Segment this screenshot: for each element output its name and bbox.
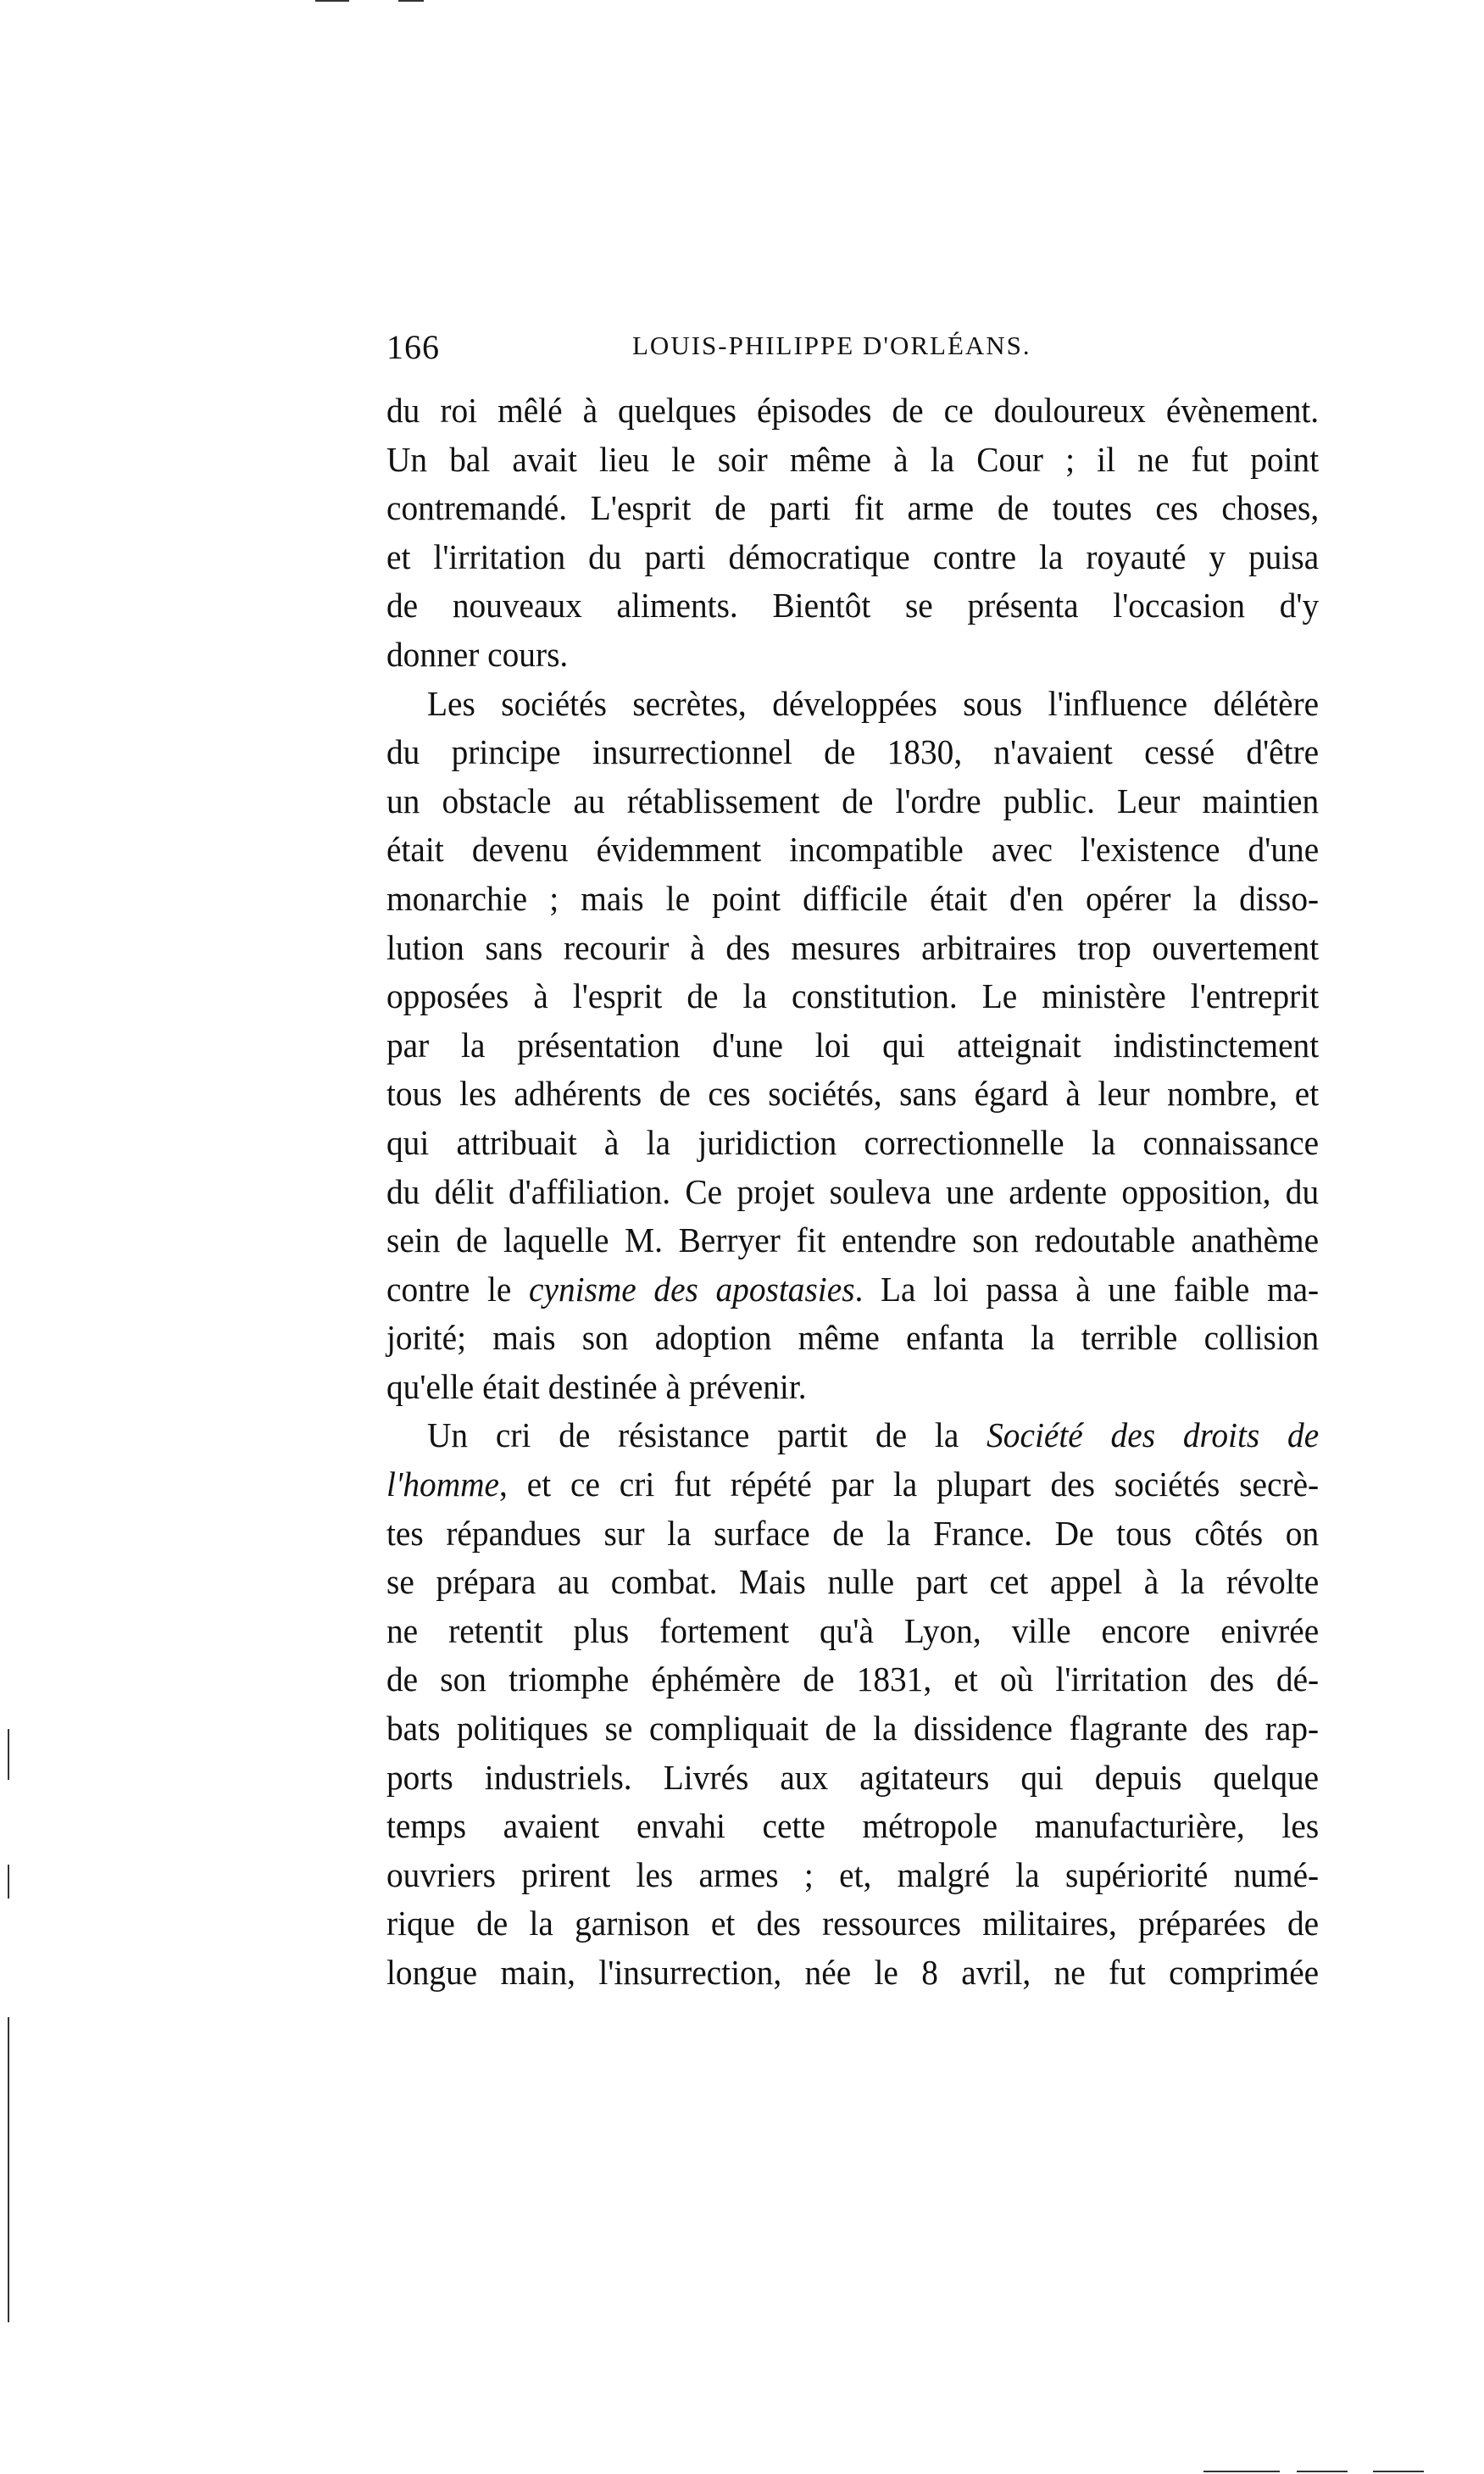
text-line: [386, 680, 1319, 729]
scan-edge-mark: [1297, 2471, 1348, 2472]
page-number: 166: [386, 328, 440, 366]
text-line: [386, 1265, 1319, 1315]
text-line: [386, 1460, 1319, 1509]
scan-edge-mark: [1203, 2471, 1280, 2472]
scan-edge-mark: [315, 0, 349, 2]
text-line: [386, 533, 1319, 582]
text-segment: de nouveaux aliments. Bientôt se présenta l'occasion d'y: [386, 586, 1320, 625]
text-segment: . La loi passa à une faible ma-: [854, 1269, 1320, 1309]
text-line: [386, 1021, 1319, 1070]
text-line: [386, 1411, 1319, 1460]
text-line: [386, 1851, 1319, 1900]
text-segment: contremandé. L'esprit de parti fit arme de toutes ces choses,: [386, 488, 1320, 528]
text-segment: sein de laquelle M. Berryer fit entendre son redoutable anathème: [386, 1220, 1320, 1260]
text-line: [386, 386, 1319, 436]
text-line: [386, 826, 1319, 875]
text-line: [386, 1949, 1319, 1998]
text-line: [386, 1509, 1319, 1559]
text-segment: se prépara au combat. Mais nulle part cet appel à la révolte: [386, 1562, 1320, 1602]
text-segment: temps avaient envahi cette métropole manufacturière, les: [386, 1806, 1320, 1846]
scan-edge-mark: [8, 2017, 9, 2322]
text-line: [386, 1070, 1319, 1119]
text-segment: monarchie ; mais le point difficile était d'en opérer la disso-: [386, 878, 1320, 918]
text-segment: opposées à l'esprit de la constitution. Le ministère l'entreprit: [386, 976, 1320, 1016]
body-text: [386, 386, 1319, 1998]
text-segment: rique de la garnison et des ressources militaires, préparées de: [386, 1904, 1320, 1943]
text-line: [386, 924, 1319, 973]
text-segment: tous les adhérents de ces sociétés, sans égard à leur nombre, et: [386, 1074, 1320, 1114]
text-line: [386, 436, 1319, 485]
text-line: [386, 1899, 1319, 1949]
page-header: [386, 327, 1319, 375]
text-line: [386, 1655, 1319, 1704]
scan-edge-mark: [398, 0, 424, 2]
text-line: [386, 1363, 1319, 1412]
text-line: [386, 1314, 1319, 1363]
text-segment: Un bal avait lieu le soir même à la Cour ; il ne fut point: [386, 439, 1320, 479]
text-segment: Un cri de résistance partit de la: [427, 1415, 987, 1455]
text-line: [386, 484, 1319, 533]
text-segment: et l'irritation du parti démocratique contre la royauté y puisa: [386, 536, 1320, 576]
text-segment: un obstacle au rétablissement de l'ordre public. Leur maintien: [386, 781, 1320, 820]
text-segment: du délit d'affiliation. Ce projet souleva une ardente opposition, du: [386, 1171, 1320, 1211]
italic-text: l'homme: [386, 1465, 500, 1504]
text-line: [386, 1119, 1319, 1168]
text-segment: longue main, l'insurrection, née le 8 avril, ne fut comprimée: [386, 1953, 1320, 1992]
scan-edge-mark: [8, 1729, 9, 1780]
text-segment: qui attribuait à la juridiction correctionnelle la connaissance: [386, 1122, 1320, 1162]
italic-text: Société des droits de: [987, 1415, 1320, 1455]
text-segment: ouvriers prirent les armes ; et, malgré la supériorité numé-: [386, 1854, 1320, 1894]
text-line: [386, 777, 1319, 826]
scan-edge-mark: [8, 1865, 9, 1899]
text-segment: tes répandues sur la surface de la France. De tous côtés on: [386, 1513, 1320, 1553]
text-line: [386, 581, 1319, 631]
text-segment: bats politiques se compliquait de la dissidence flagrante des rap-: [386, 1709, 1320, 1748]
running-title: LOUIS-PHILIPPE D'ORLÉANS.: [632, 331, 1031, 360]
text-segment: ports industriels. Livrés aux agitateurs qui depuis quelque: [386, 1757, 1320, 1797]
text-line: [386, 1558, 1319, 1607]
text-line: [386, 1607, 1319, 1656]
text-segment: était devenu évidemment incompatible avec l'existence d'une: [386, 830, 1320, 870]
text-segment: jorité; mais son adoption même enfanta la terrible collision: [386, 1318, 1320, 1358]
text-segment: Les sociétés secrètes, développées sous l'influence délétère: [427, 683, 1320, 723]
text-segment: ne retentit plus fortement qu'à Lyon, ville encore enivrée: [386, 1610, 1320, 1650]
text-segment: lution sans recourir à des mesures arbitraires trop ouvertement: [386, 927, 1320, 967]
text-segment: de son triomphe éphémère de 1831, et où l'irritation des dé-: [386, 1660, 1320, 1699]
text-line: [386, 631, 1319, 680]
text-segment: qu'elle était destinée à prévenir.: [386, 1366, 807, 1406]
text-line: [386, 875, 1319, 924]
text-line: [386, 1704, 1319, 1754]
text-line: [386, 1754, 1319, 1803]
text-line: [386, 1168, 1319, 1217]
text-line: [386, 1802, 1319, 1851]
text-segment: donner cours.: [386, 634, 569, 674]
text-line: [386, 1216, 1319, 1265]
text-segment: contre le: [386, 1269, 530, 1309]
text-segment: du principe insurrectionnel de 1830, n'avaient cessé d'être: [386, 732, 1320, 772]
text-segment: , et ce cri fut répété par la plupart des sociétés secrè-: [499, 1465, 1320, 1504]
text-line: [386, 728, 1319, 777]
italic-text: cynisme des apostasies: [529, 1269, 855, 1309]
text-segment: par la présentation d'une loi qui atteignait indistinctement: [386, 1025, 1320, 1065]
text-line: [386, 972, 1319, 1021]
text-segment: du roi mêlé à quelques épisodes de ce douloureux évènement.: [386, 391, 1320, 430]
scan-edge-mark: [1373, 2471, 1424, 2472]
